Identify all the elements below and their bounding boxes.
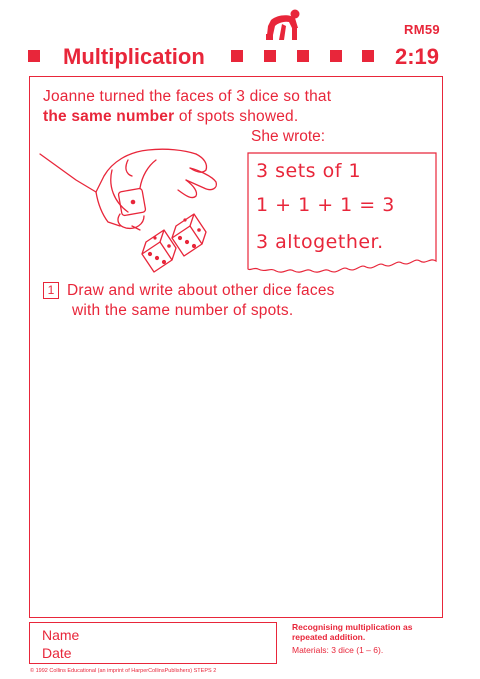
note-line-2: 1 + 1 + 1 = 3 — [256, 194, 395, 216]
hand-with-dice-illustration — [36, 130, 226, 280]
page-title: Multiplication — [63, 44, 205, 69]
title-block — [362, 50, 374, 62]
sheet-number: 2:19 — [395, 44, 440, 69]
task-line-1 — [43, 281, 335, 301]
she-wrote-label: She wrote: — [251, 128, 326, 145]
task-line-1-text: Draw and write about other dice faces — [67, 282, 335, 299]
intro-text — [43, 87, 331, 127]
task-prompt — [43, 281, 335, 321]
title-block-left — [28, 50, 40, 62]
title-block — [264, 50, 276, 62]
resource-code: RM59 — [404, 22, 440, 37]
name-label: Name — [42, 627, 80, 643]
intro-line-1: Joanne turned the faces of 3 dice so that — [43, 88, 332, 105]
learning-objective: Recognising multiplication as repeated addition. — [292, 622, 413, 642]
title-block — [231, 50, 243, 62]
task-number: 1 — [43, 282, 59, 299]
title-block — [297, 50, 309, 62]
date-label: Date — [42, 645, 72, 661]
copyright-notice: © 1992 Collins Educational (an imprint of HarperCollinsPublishers) STEPS 2 — [30, 668, 217, 674]
materials-note: Materials: 3 dice (1 – 6). — [292, 645, 384, 655]
note-line-3: 3 altogether. — [256, 231, 384, 253]
intro-bold-phrase: the same number — [43, 108, 175, 125]
note-line-1: 3 sets of 1 — [256, 160, 362, 182]
title-block — [330, 50, 342, 62]
intro-line-2 — [43, 107, 331, 127]
task-line-2: with the same number of spots. — [72, 302, 294, 319]
climbing-figure-icon — [262, 8, 308, 46]
intro-line-2-rest: of spots showed. — [174, 108, 299, 125]
